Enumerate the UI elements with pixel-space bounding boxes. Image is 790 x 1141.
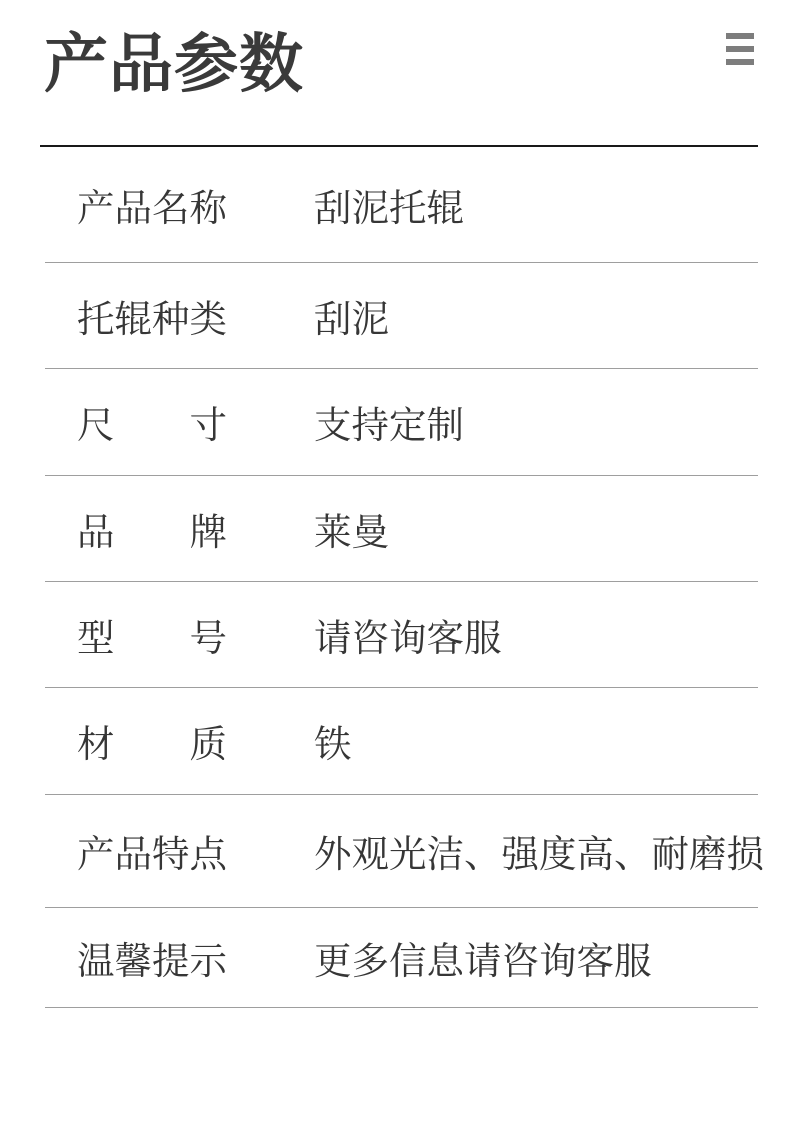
param-value: 莱曼 <box>314 510 389 553</box>
menu-bar-middle <box>726 46 754 52</box>
table-row-size <box>45 369 758 476</box>
param-label: 产品名称 <box>77 186 227 229</box>
param-value: 铁 <box>314 723 352 765</box>
table-row-model <box>45 582 758 688</box>
table-row-material <box>45 688 758 795</box>
param-label: 产品特点 <box>77 833 227 875</box>
param-value: 支持定制 <box>314 404 464 446</box>
menu-bar-top <box>726 33 754 39</box>
param-value: 请咨询客服 <box>314 616 502 659</box>
hamburger-menu-icon[interactable] <box>726 33 754 65</box>
table-row-brand <box>45 476 758 582</box>
param-value: 更多信息请咨询客服 <box>314 939 652 982</box>
param-label: 尺寸 <box>77 404 227 446</box>
param-value: 刮泥托辊 <box>314 186 464 229</box>
param-label: 材质 <box>77 723 227 765</box>
table-row-product-name <box>45 147 758 263</box>
param-value: 刮泥 <box>314 297 389 340</box>
param-label: 品牌 <box>77 510 227 553</box>
table-row-features <box>45 795 764 908</box>
param-label: 型号 <box>77 616 227 659</box>
page-title: 产品参数 <box>44 28 304 100</box>
table-row-tips <box>45 908 758 1008</box>
param-label: 温馨提示 <box>77 939 227 982</box>
table-row-roller-type <box>45 263 758 369</box>
param-table <box>45 147 764 1008</box>
menu-bar-bottom <box>726 59 754 65</box>
param-value: 外观光洁、强度高、耐磨损 <box>314 833 764 875</box>
param-label: 托辊种类 <box>77 297 227 340</box>
